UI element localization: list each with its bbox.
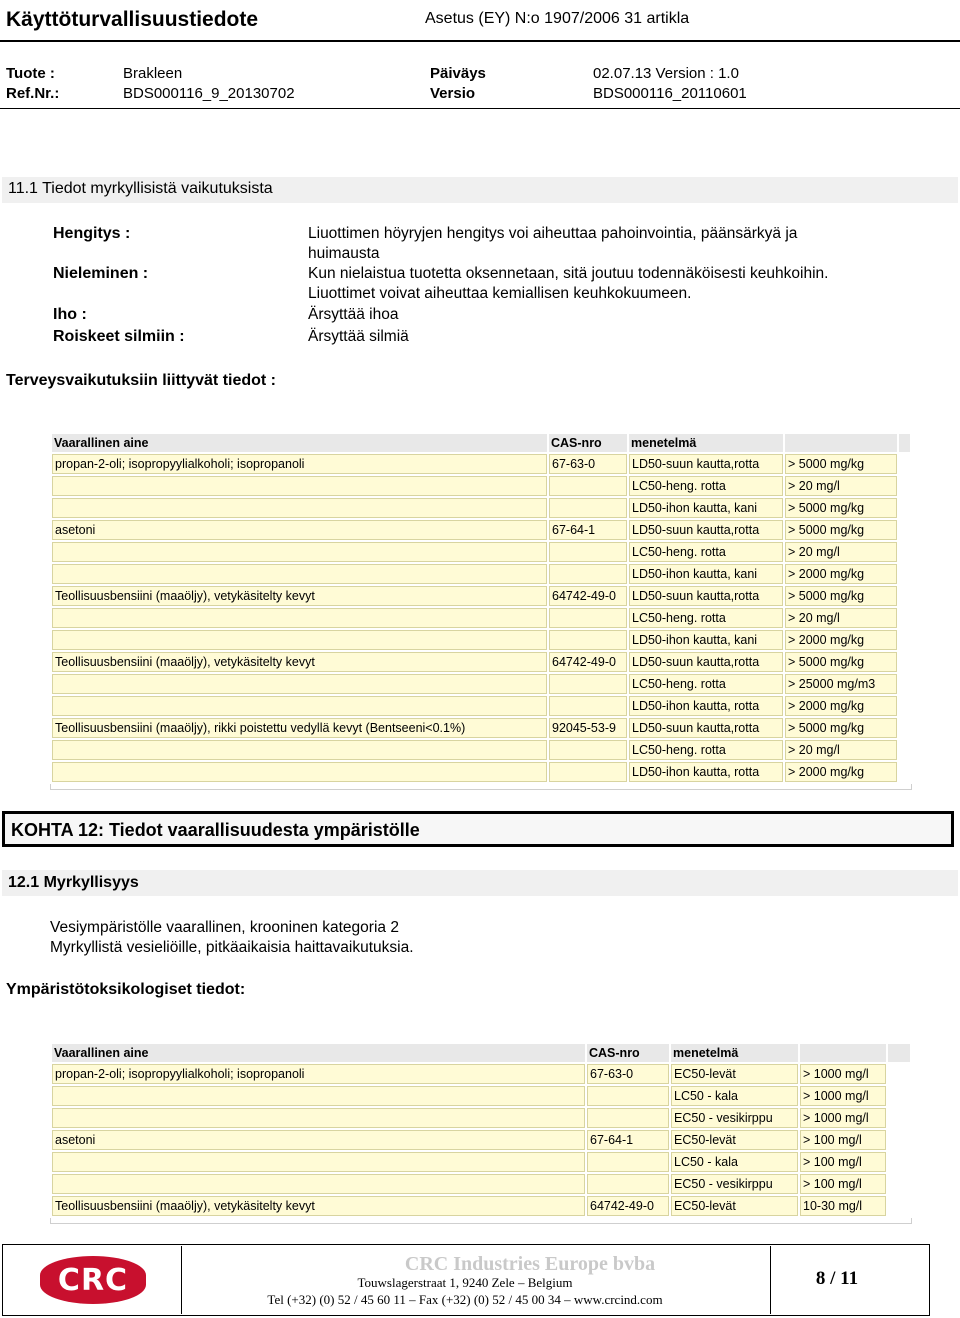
spacer-cell xyxy=(899,520,910,540)
eco-line-1: Vesiympäristölle vaarallinen, krooninen kategoria 2 xyxy=(50,919,399,936)
document-title: Käyttöturvallisuustiedote xyxy=(6,8,259,31)
substance-cell: Teollisuusbensiini (maaöljy), rikki poistettu vedyllä kevyt (Bentseeni<0.1%) xyxy=(52,718,547,738)
substance-cell: Teollisuusbensiini (maaöljy), vetykäsitelty kevyt xyxy=(52,586,547,606)
spacer-cell xyxy=(888,1086,910,1106)
cas-cell xyxy=(549,608,627,628)
spacer-cell xyxy=(899,476,910,496)
cas-cell: 64742-49-0 xyxy=(587,1196,669,1216)
column-header-empty xyxy=(888,1044,910,1062)
cas-cell xyxy=(549,696,627,716)
crc-logo xyxy=(40,1256,146,1304)
method-cell: EC50-levät xyxy=(671,1196,798,1216)
cas-cell: 67-64-1 xyxy=(587,1130,669,1150)
cas-cell xyxy=(587,1108,669,1128)
method-cell: LD50-suun kautta,rotta xyxy=(629,454,783,474)
value-cell: > 20 mg/l xyxy=(785,740,897,760)
spacer-cell xyxy=(888,1196,910,1216)
column-header: Vaarallinen aine xyxy=(52,434,547,452)
health-table-row xyxy=(52,762,910,782)
spacer-cell xyxy=(888,1152,910,1172)
cas-cell xyxy=(587,1152,669,1172)
health-table-row xyxy=(52,740,910,760)
eco-tox-title: Ympäristötoksikologiset tiedot: xyxy=(6,981,246,998)
health-table-row xyxy=(52,630,910,650)
method-cell: LC50-heng. rotta xyxy=(629,476,783,496)
eco-table-row xyxy=(52,1130,910,1150)
company-address: Touwslagerstraat 1, 9240 Zele – Belgium xyxy=(357,1275,573,1290)
substance-cell: Teollisuusbensiini (maaöljy), vetykäsitelty kevyt xyxy=(52,652,547,672)
health-table-row xyxy=(52,454,910,474)
health-table-row xyxy=(52,674,910,694)
tox-label-ingestion: Nieleminen : xyxy=(53,265,149,282)
value-cell: > 5000 mg/kg xyxy=(785,718,897,738)
value-cell: > 100 mg/l xyxy=(800,1130,886,1150)
column-header: menetelmä xyxy=(671,1044,798,1062)
substance-cell: asetoni xyxy=(52,1130,585,1150)
value-cell: > 100 mg/l xyxy=(800,1174,886,1194)
method-cell: EC50 - vesikirppu xyxy=(671,1174,798,1194)
value-cell: > 2000 mg/kg xyxy=(785,762,897,782)
health-table-row xyxy=(52,542,910,562)
cas-cell: 67-64-1 xyxy=(549,520,627,540)
cas-cell xyxy=(549,476,627,496)
column-header: Vaarallinen aine xyxy=(52,1044,585,1062)
page-number: 8 / 11 xyxy=(815,1268,859,1289)
section-12-title: KOHTA 12: Tiedot vaarallisuudesta ympäristölle xyxy=(2,811,954,847)
ref-label: Ref.Nr.: xyxy=(6,85,60,102)
value-cell: > 1000 mg/l xyxy=(800,1064,886,1084)
method-cell: LD50-ihon kautta, kani xyxy=(629,564,783,584)
substance-cell xyxy=(52,542,547,562)
method-cell: LD50-suun kautta,rotta xyxy=(629,520,783,540)
value-cell: > 25000 mg/m3 xyxy=(785,674,897,694)
substance-cell xyxy=(52,630,547,650)
eco-table-row xyxy=(52,1152,910,1172)
method-cell: EC50 - vesikirppu xyxy=(671,1108,798,1128)
value-cell: > 5000 mg/kg xyxy=(785,520,897,540)
method-cell: LC50 - kala xyxy=(671,1086,798,1106)
date-label: Päiväys xyxy=(430,65,486,82)
column-header: menetelmä xyxy=(629,434,783,452)
method-cell: EC50-levät xyxy=(671,1130,798,1150)
method-cell: LD50-ihon kautta, rotta xyxy=(629,696,783,716)
cas-cell: 64742-49-0 xyxy=(549,652,627,672)
value-cell: > 20 mg/l xyxy=(785,542,897,562)
value-cell: > 100 mg/l xyxy=(800,1152,886,1172)
tox-label-inhalation: Hengitys : xyxy=(53,225,131,242)
substance-cell: propan-2-oli; isopropyylialkoholi; isopropanoli xyxy=(52,1064,585,1084)
value-cell: > 2000 mg/kg xyxy=(785,696,897,716)
ref-value: BDS000116_9_20130702 xyxy=(123,85,295,102)
value-cell: > 20 mg/l xyxy=(785,476,897,496)
substance-cell xyxy=(52,564,547,584)
spacer-cell xyxy=(888,1174,910,1194)
column-header-empty xyxy=(899,434,910,452)
spacer-cell xyxy=(899,762,910,782)
health-table-row xyxy=(52,718,910,738)
method-cell: LD50-suun kautta,rotta xyxy=(629,718,783,738)
column-header: CAS-nro xyxy=(549,434,627,452)
spacer-cell xyxy=(899,718,910,738)
spacer-cell xyxy=(899,564,910,584)
health-table-row xyxy=(52,608,910,628)
substance-cell xyxy=(52,1108,585,1128)
method-cell: LD50-suun kautta,rotta xyxy=(629,652,783,672)
cas-cell xyxy=(549,762,627,782)
eco-table-row xyxy=(52,1108,910,1128)
version-value: BDS000116_20110601 xyxy=(593,85,747,102)
eco-table-header xyxy=(52,1044,910,1062)
method-cell: LC50-heng. rotta xyxy=(629,608,783,628)
spacer-cell xyxy=(899,608,910,628)
company-name: CRC Industries Europe bvba xyxy=(404,1253,656,1275)
product-label: Tuote : xyxy=(6,65,55,82)
cas-cell xyxy=(549,498,627,518)
spacer-cell xyxy=(899,696,910,716)
health-table-row xyxy=(52,498,910,518)
company-contact: Tel (+32) (0) 52 / 45 60 11 – Fax (+32) (0) 52 / 45 00 34 – www.crcind.com xyxy=(267,1292,663,1307)
substance-cell xyxy=(52,674,547,694)
tox-text-skin: Ärsyttää ihoa xyxy=(308,306,399,323)
tox-text-ingestion-1: Kun nielaistua tuotetta oksennetaan, sitä joutuu todennäköisesti keuhkoihin. xyxy=(308,265,829,282)
spacer-cell xyxy=(899,652,910,672)
tox-text-inhalation-1: Liuottimen höyryjen hengitys voi aiheuttaa pahoinvointia, päänsärkyä ja xyxy=(308,225,798,242)
substance-cell: asetoni xyxy=(52,520,547,540)
substance-cell xyxy=(52,762,547,782)
method-cell: LD50-ihon kautta, kani xyxy=(629,498,783,518)
value-cell: > 2000 mg/kg xyxy=(785,564,897,584)
version-label: Versio xyxy=(430,85,476,102)
method-cell: LC50-heng. rotta xyxy=(629,542,783,562)
eco-table-row xyxy=(52,1086,910,1106)
value-cell: > 1000 mg/l xyxy=(800,1108,886,1128)
value-cell: > 5000 mg/kg xyxy=(785,454,897,474)
section-11-1-title: 11.1 Tiedot myrkyllisistä vaikutuksista xyxy=(2,177,958,203)
column-header-empty xyxy=(800,1044,886,1062)
health-table-row xyxy=(52,564,910,584)
substance-cell: propan-2-oli; isopropyylialkoholi; isopropanoli xyxy=(52,454,547,474)
health-table-header xyxy=(52,434,910,452)
spacer-cell xyxy=(888,1130,910,1150)
value-cell: > 1000 mg/l xyxy=(800,1086,886,1106)
method-cell: LC50 - kala xyxy=(671,1152,798,1172)
health-table-row xyxy=(52,696,910,716)
spacer-cell xyxy=(899,586,910,606)
health-table xyxy=(50,432,912,784)
method-cell: LC50-heng. rotta xyxy=(629,740,783,760)
spacer-cell xyxy=(899,454,910,474)
cas-cell xyxy=(549,564,627,584)
health-table-row xyxy=(52,586,910,606)
cas-cell xyxy=(549,630,627,650)
cas-cell xyxy=(549,740,627,760)
column-header: CAS-nro xyxy=(587,1044,669,1062)
column-header-empty xyxy=(785,434,897,452)
substance-cell xyxy=(52,1086,585,1106)
substance-cell xyxy=(52,608,547,628)
header-divider-2 xyxy=(0,108,960,109)
eco-table-row xyxy=(52,1174,910,1194)
product-value: Brakleen xyxy=(123,65,183,82)
spacer-cell xyxy=(899,542,910,562)
cas-cell xyxy=(587,1174,669,1194)
tox-label-skin: Iho : xyxy=(53,306,87,323)
tox-text-eyes: Ärsyttää silmiä xyxy=(308,328,409,345)
spacer-cell xyxy=(899,498,910,518)
substance-cell xyxy=(52,498,547,518)
value-cell: > 20 mg/l xyxy=(785,608,897,628)
cas-cell xyxy=(549,542,627,562)
date-value: 02.07.13 Version : 1.0 xyxy=(593,65,739,82)
health-table-row xyxy=(52,520,910,540)
method-cell: LD50-ihon kautta, kani xyxy=(629,630,783,650)
header-divider xyxy=(0,40,960,42)
cas-cell: 92045-53-9 xyxy=(549,718,627,738)
cas-cell: 64742-49-0 xyxy=(549,586,627,606)
substance-cell xyxy=(52,696,547,716)
cas-cell: 67-63-0 xyxy=(587,1064,669,1084)
substance-cell: Teollisuusbensiini (maaöljy), vetykäsitelty kevyt xyxy=(52,1196,585,1216)
cas-cell: 67-63-0 xyxy=(549,454,627,474)
spacer-cell xyxy=(899,630,910,650)
health-table-row xyxy=(52,476,910,496)
value-cell: > 5000 mg/kg xyxy=(785,498,897,518)
method-cell: EC50-levät xyxy=(671,1064,798,1084)
value-cell: > 5000 mg/kg xyxy=(785,586,897,606)
health-table-row xyxy=(52,652,910,672)
crc-logo-text: CRC xyxy=(57,1262,129,1298)
substance-cell xyxy=(52,476,547,496)
method-cell: LC50-heng. rotta xyxy=(629,674,783,694)
substance-cell xyxy=(52,1174,585,1194)
tox-text-ingestion-2: Liuottimet voivat aiheuttaa kemiallisen keuhkokuumeen. xyxy=(308,285,692,302)
cas-cell xyxy=(549,674,627,694)
eco-table-row xyxy=(52,1196,910,1216)
spacer-cell xyxy=(888,1108,910,1128)
spacer-cell xyxy=(899,674,910,694)
eco-table xyxy=(50,1042,912,1218)
tox-text-inhalation-2: huimausta xyxy=(308,245,380,262)
regulation-reference: Asetus (EY) N:o 1907/2006 31 artikla xyxy=(425,10,690,27)
section-12-1-title: 12.1 Myrkyllisyys xyxy=(2,870,958,896)
method-cell: LD50-ihon kautta, rotta xyxy=(629,762,783,782)
value-cell: > 2000 mg/kg xyxy=(785,630,897,650)
spacer-cell xyxy=(888,1064,910,1084)
method-cell: LD50-suun kautta,rotta xyxy=(629,586,783,606)
value-cell: > 5000 mg/kg xyxy=(785,652,897,672)
tox-label-eyes: Roiskeet silmiin : xyxy=(53,328,185,345)
cas-cell xyxy=(587,1086,669,1106)
spacer-cell xyxy=(899,740,910,760)
eco-line-2: Myrkyllistä vesieliöille, pitkäaikaisia haittavaikutuksia. xyxy=(50,939,414,956)
eco-table-row xyxy=(52,1064,910,1084)
health-effects-title: Terveysvaikutuksiin liittyvät tiedot : xyxy=(6,372,277,389)
substance-cell xyxy=(52,740,547,760)
substance-cell xyxy=(52,1152,585,1172)
value-cell: 10-30 mg/l xyxy=(800,1196,886,1216)
